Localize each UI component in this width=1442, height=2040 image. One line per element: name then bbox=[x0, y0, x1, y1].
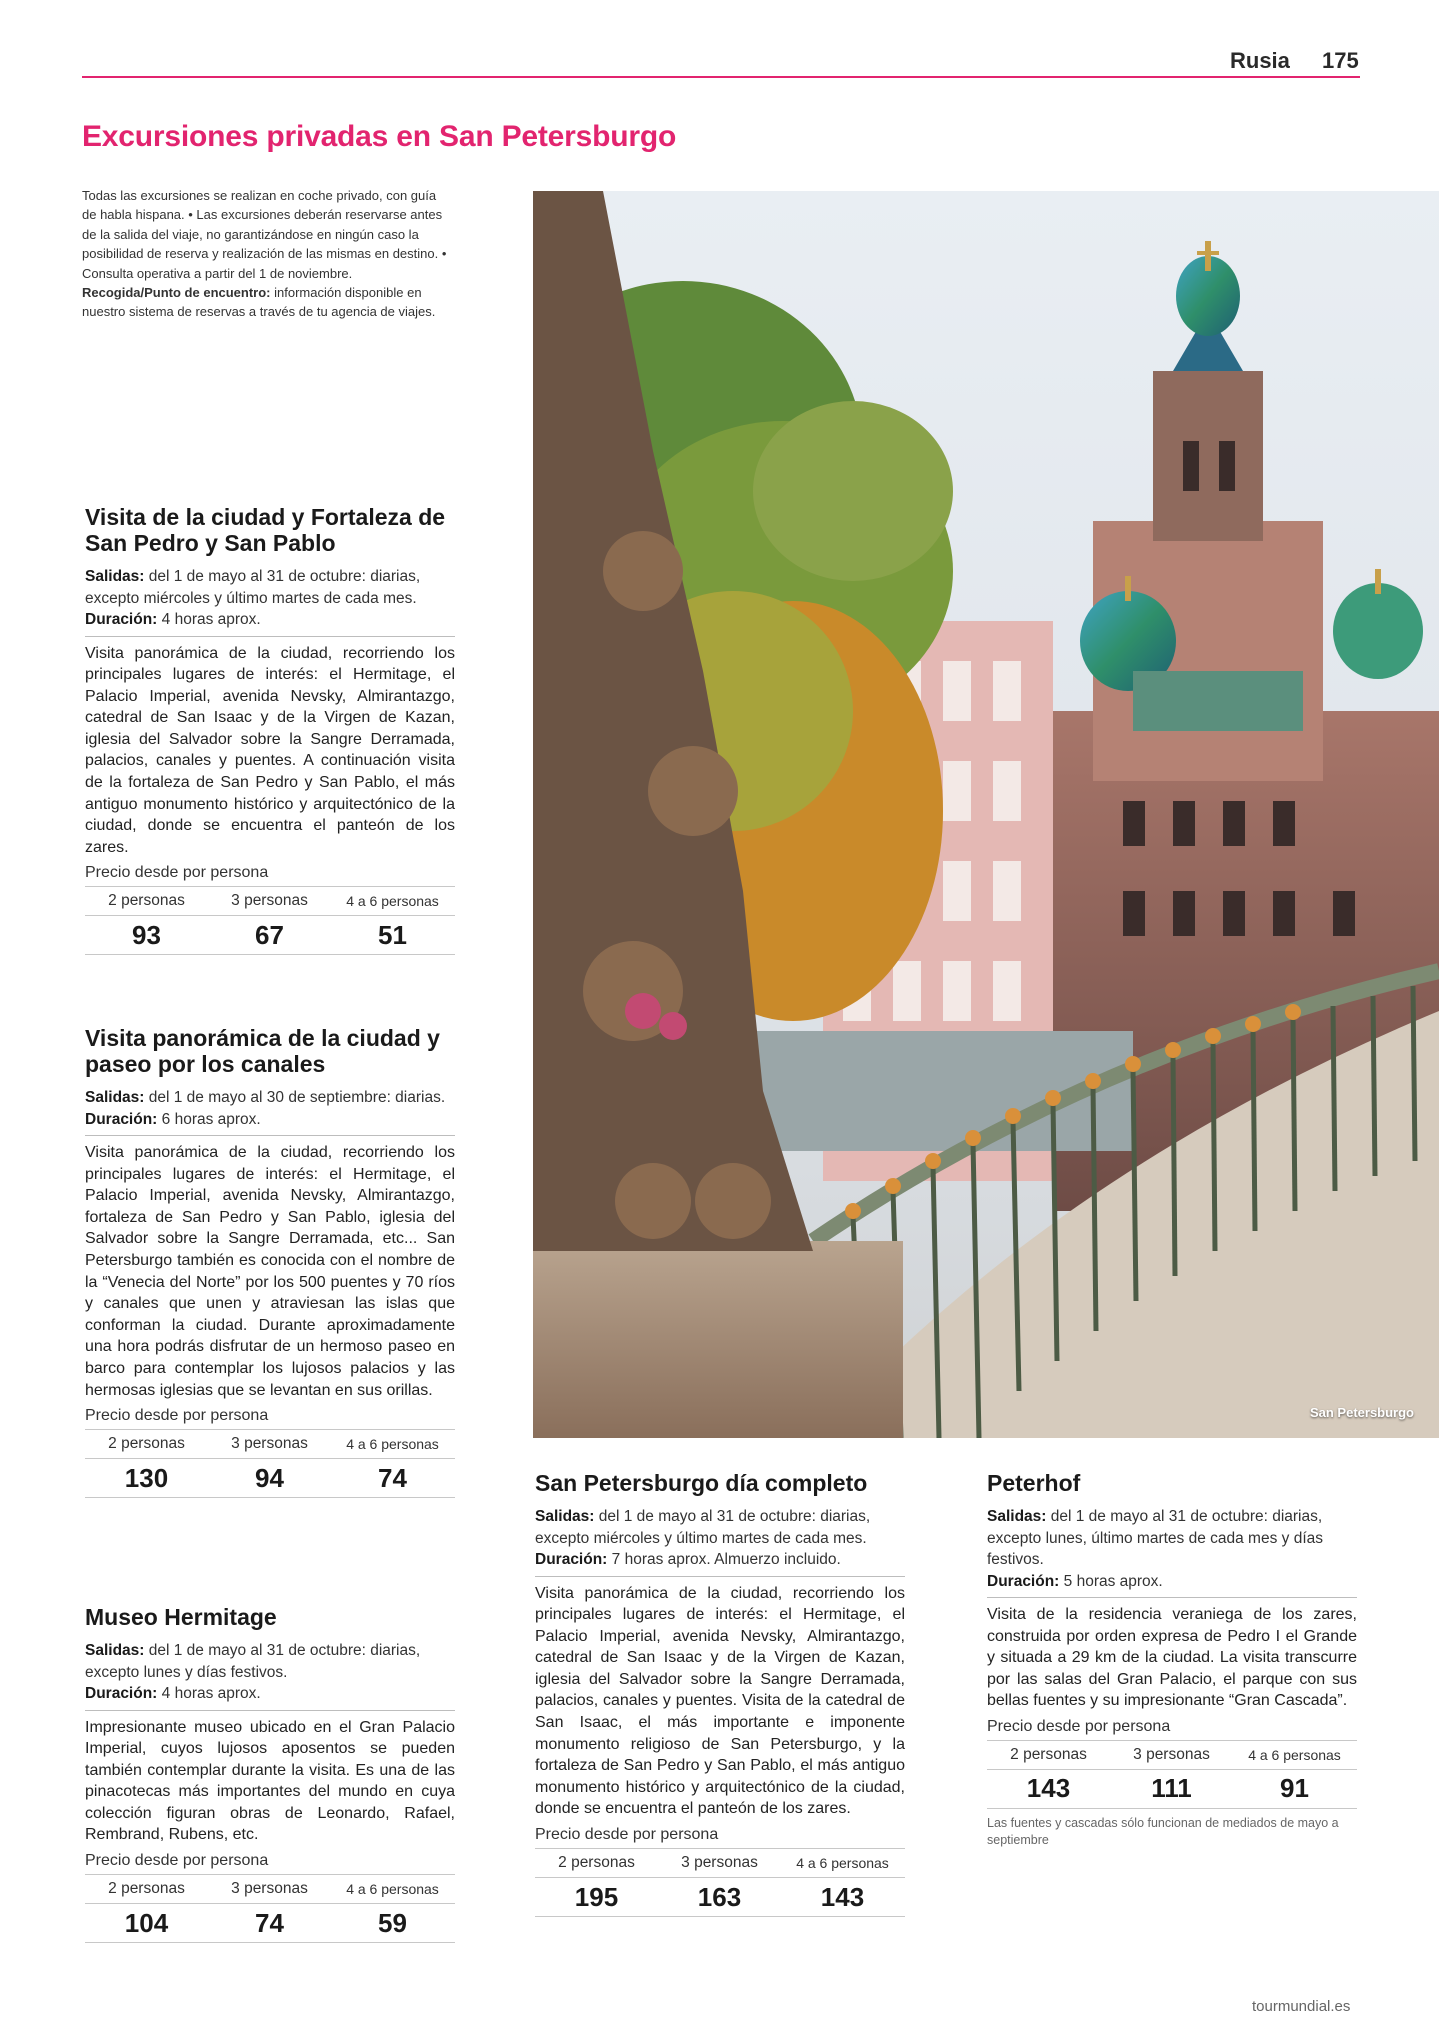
price-label: Precio desde por persona bbox=[987, 1717, 1171, 1735]
price-label: Precio desde por persona bbox=[85, 864, 269, 882]
duracion-text: 4 horas aprox. bbox=[157, 611, 261, 628]
salidas-text: del 1 de mayo al 30 de septiembre: diarias. bbox=[144, 1089, 446, 1106]
price-header-row bbox=[85, 1875, 455, 1904]
col-4-6-personas: 4 a 6 personas bbox=[796, 1855, 889, 1872]
fountain-note: Las fuentes y cascadas sólo funcionan de mediados de mayo a septiembre bbox=[987, 1815, 1339, 1847]
duracion-label: Duración: bbox=[535, 1551, 608, 1568]
excursion-card bbox=[85, 1025, 455, 1498]
salidas-label: Salidas: bbox=[85, 568, 145, 585]
duracion-label: Duración: bbox=[85, 1685, 158, 1702]
salidas-label: Salidas: bbox=[535, 1508, 595, 1525]
col-4-6-personas: 4 a 6 personas bbox=[1248, 1746, 1341, 1763]
col-3-personas: 3 personas bbox=[231, 892, 308, 910]
pickup-text: información disponible en nuestro sistema de reservas a través de tu agencia de viajes. bbox=[82, 285, 436, 320]
excursion-card bbox=[987, 1470, 1357, 1849]
price-header-row bbox=[85, 1430, 455, 1459]
photo-san-petersburgo bbox=[533, 191, 1439, 1438]
duracion-line bbox=[85, 1683, 455, 1705]
price-4-6: 74 bbox=[378, 1462, 407, 1493]
website-footer: tourmundial.es bbox=[1252, 1998, 1351, 2015]
excursion-title: Visita panorámica de la ciudad y paseo por los canales bbox=[85, 1025, 440, 1077]
divider bbox=[987, 1597, 1357, 1598]
price-3: 74 bbox=[255, 1907, 284, 1938]
price-label: Precio desde por persona bbox=[85, 1852, 269, 1870]
price-label: Precio desde por persona bbox=[535, 1826, 719, 1844]
duracion-line bbox=[535, 1549, 905, 1571]
excursion-description: Visita panorámica de la ciudad, recorriendo los principales lugares de interés: el Hermitage, el Palacio Imperial, avenida Nevsky, Almirantazgo, catedral de San Isaac y de la Virgen de Kazan, iglesia del Salvador sobre la Sangre Derramada, palacios, canales y puentes. Visita de la catedral de San Isaac, el más importante e imponente monumento religioso de San Petersburgo, y la fortaleza de San Pedro y San Pablo, el más antiguo monumento histórico y arquitectónico de la ciudad, donde se encuentra el panteón de los zares. bbox=[535, 1584, 905, 1818]
price-4-6: 91 bbox=[1280, 1773, 1309, 1804]
price-table bbox=[85, 1429, 455, 1498]
price-value-row bbox=[535, 1878, 905, 1916]
pickup-label: Recogida/Punto de encuentro: bbox=[82, 285, 271, 301]
price-4-6: 59 bbox=[378, 1907, 407, 1938]
excursion-title: Visita de la ciudad y Fortaleza de San Pedro y San Pablo bbox=[85, 504, 446, 556]
price-header-row bbox=[987, 1741, 1357, 1770]
salidas-text: del 1 de mayo al 31 de octubre: diarias, excepto lunes y días festivos. bbox=[85, 1642, 421, 1681]
header-divider bbox=[82, 76, 1360, 78]
salidas-label: Salidas: bbox=[85, 1089, 145, 1106]
church-bridge-illustration bbox=[533, 191, 1439, 1438]
salidas-line bbox=[987, 1506, 1357, 1571]
col-3-personas: 3 personas bbox=[681, 1854, 758, 1872]
price-value-row bbox=[987, 1770, 1357, 1808]
excursion-description: Impresionante museo ubicado en el Gran Palacio Imperial, cuyos lujosos aposentos se pueden también contemplar durante la visita. Es una de las pinacotecas más importantes del mundo en cuya colección figuran obras de Leonardo, Rafael, Rembrand, Rubens, etc. bbox=[85, 1718, 455, 1844]
price-4-6: 51 bbox=[378, 919, 407, 950]
col-4-6-personas: 4 a 6 personas bbox=[346, 1881, 439, 1898]
divider bbox=[85, 636, 455, 637]
salidas-line bbox=[85, 1640, 455, 1683]
price-value-row bbox=[85, 1459, 455, 1497]
duracion-text: 7 horas aprox. Almuerzo incluido. bbox=[607, 1551, 841, 1568]
col-4-6-personas: 4 a 6 personas bbox=[346, 1436, 439, 1453]
price-3: 94 bbox=[255, 1462, 284, 1493]
price-label: Precio desde por persona bbox=[85, 1407, 269, 1425]
salidas-label: Salidas: bbox=[987, 1508, 1047, 1525]
excursion-title: Peterhof bbox=[987, 1470, 1081, 1496]
page-number: 175 bbox=[1322, 48, 1359, 73]
excursion-title: San Petersburgo día completo bbox=[535, 1470, 868, 1496]
duracion-label: Duración: bbox=[85, 1110, 158, 1128]
price-header-row bbox=[535, 1849, 905, 1878]
price-3: 67 bbox=[255, 919, 284, 950]
duracion-label: Duración: bbox=[987, 1572, 1060, 1590]
price-2: 130 bbox=[124, 1462, 169, 1493]
salidas-text: del 1 de mayo al 31 de octubre: diarias, excepto miércoles y último martes de cada mes. bbox=[535, 1508, 871, 1547]
duracion-text: 4 horas aprox. bbox=[157, 1685, 261, 1702]
price-header-row bbox=[85, 887, 455, 916]
page-title: Excursiones privadas en San Petersburgo bbox=[82, 120, 677, 153]
price-table bbox=[85, 1874, 455, 1943]
duracion-line bbox=[987, 1571, 1357, 1593]
salidas-line bbox=[85, 1087, 455, 1109]
photo-caption: San Petersburgo bbox=[1309, 1405, 1414, 1420]
divider bbox=[85, 1710, 455, 1711]
col-2-personas: 2 personas bbox=[558, 1854, 635, 1872]
salidas-text: del 1 de mayo al 31 de octubre: diarias, excepto miércoles y último martes de cada mes. bbox=[85, 568, 421, 607]
price-2: 93 bbox=[132, 919, 161, 950]
divider bbox=[85, 1135, 455, 1136]
price-3: 163 bbox=[697, 1881, 742, 1912]
price-table bbox=[85, 886, 455, 955]
salidas-text: del 1 de mayo al 31 de octubre: diarias, excepto lunes, último martes de cada mes y días festivos. bbox=[987, 1508, 1323, 1568]
duracion-text: 6 horas aprox. bbox=[157, 1110, 261, 1128]
col-2-personas: 2 personas bbox=[1010, 1745, 1087, 1763]
intro-text bbox=[82, 186, 452, 322]
price-2: 195 bbox=[574, 1881, 619, 1912]
salidas-label: Salidas: bbox=[85, 1642, 145, 1659]
col-3-personas: 3 personas bbox=[231, 1880, 308, 1898]
intro-body: Todas las excursiones se realizan en coche privado, con guía de habla hispana. • Las excursiones deberán reservarse antes de la salida del viaje, no garantizándose en ningún caso la posibilidad de reserva y realización de las mismas en destino. • Consulta operativa a partir del 1 de noviembre. bbox=[82, 188, 447, 281]
price-value-row bbox=[85, 1904, 455, 1942]
salidas-line bbox=[535, 1506, 905, 1549]
excursion-description: Visita panorámica de la ciudad, recorriendo los principales lugares de interés: el Hermitage, el Palacio Imperial, avenida Nevsky, Almirantazgo, fortaleza de San Pedro y San Pablo, iglesia del Salvador sobre la Sangre Derramada, etc... San Petersburgo también es conocida con el nombre de la “Venecia del Norte” por los 500 puentes y 70 ríos y canales que unen y atraviesan las islas que conforman la ciudad. Durante aproximadamente una hora podrás disfrutar de un hermoso paseo en barco para contemplar los lujosos palacios y las hermosas iglesias que se levantan en sus orillas. bbox=[85, 1144, 455, 1399]
col-3-personas: 3 personas bbox=[1133, 1745, 1210, 1763]
price-2: 143 bbox=[1026, 1773, 1071, 1804]
duracion-text: 5 horas aprox. bbox=[1059, 1572, 1163, 1590]
price-table bbox=[535, 1848, 905, 1917]
price-3: 111 bbox=[1151, 1773, 1192, 1804]
excursion-title: Museo Hermitage bbox=[85, 1604, 277, 1630]
col-2-personas: 2 personas bbox=[108, 1435, 185, 1453]
price-value-row bbox=[85, 916, 455, 954]
price-table bbox=[987, 1740, 1357, 1809]
excursion-card bbox=[85, 504, 455, 955]
duracion-line bbox=[85, 1109, 455, 1131]
excursion-card bbox=[535, 1470, 905, 1917]
col-4-6-personas: 4 a 6 personas bbox=[346, 893, 439, 910]
col-2-personas: 2 personas bbox=[108, 892, 185, 910]
excursion-description: Visita panorámica de la ciudad, recorriendo los principales lugares de interés: el Hermitage, el Palacio Imperial, avenida Nevsky, Almirantazgo, catedral de San Isaac y de la Virgen de Kazan, iglesia del Salvador sobre la Sangre Derramada, palacios, canales y puentes. A continuación visita de la fortaleza de San Pedro y San Pablo, el más antiguo monumento histórico y arquitectónico de la ciudad, donde se encuentra el panteón de los zares. bbox=[85, 644, 455, 856]
price-4-6: 143 bbox=[820, 1881, 865, 1912]
duracion-line bbox=[85, 609, 455, 631]
divider bbox=[535, 1576, 905, 1577]
duracion-label: Duración: bbox=[85, 611, 158, 628]
col-3-personas: 3 personas bbox=[231, 1435, 308, 1453]
section-name: Rusia bbox=[1230, 48, 1290, 73]
excursion-description: Visita de la residencia veraniega de los zares, construida por orden expresa de Pedro I el Grande y situada a 29 km de la ciudad. La visita transcurre por las salas del Gran Palacio, el parque con sus bellas fuentes y su impresionante “Gran Cascada”. bbox=[987, 1606, 1357, 1710]
salidas-line bbox=[85, 566, 455, 609]
price-2: 104 bbox=[124, 1907, 169, 1938]
excursion-card bbox=[85, 1604, 455, 1943]
col-2-personas: 2 personas bbox=[108, 1880, 185, 1898]
